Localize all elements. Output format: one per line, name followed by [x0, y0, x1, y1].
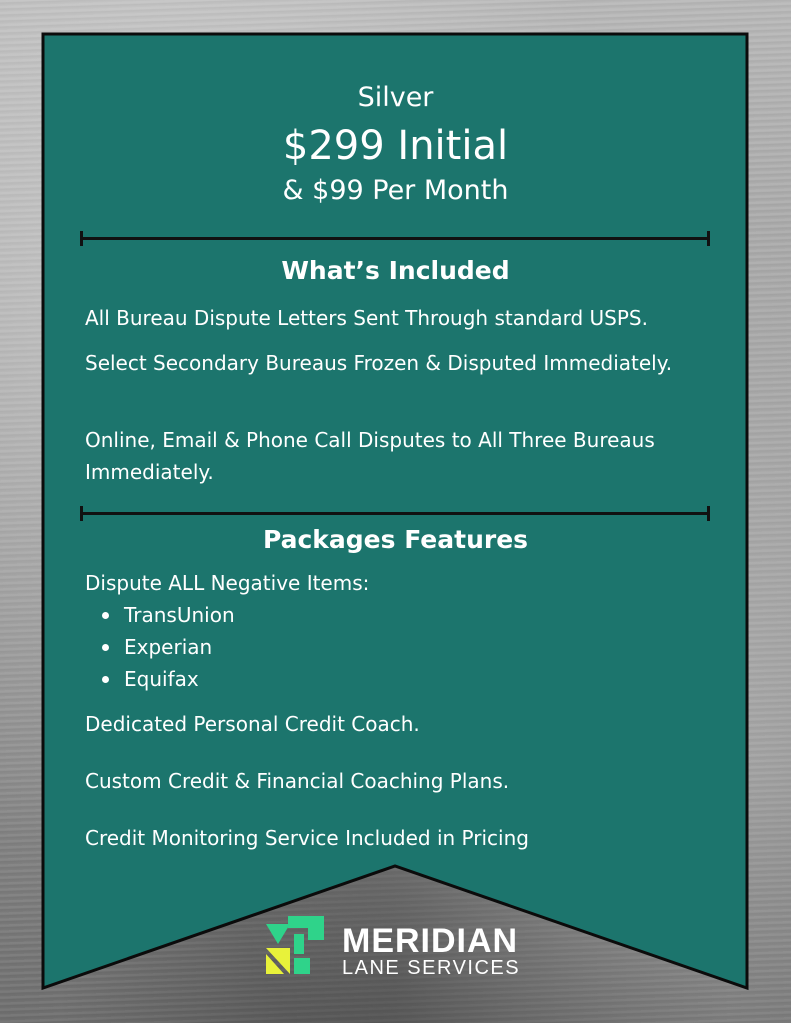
- feature-item-2: Custom Credit & Financial Coaching Plans.: [85, 769, 510, 793]
- bureau-list: [102, 599, 235, 695]
- feature-item-1: Dedicated Personal Credit Coach.: [85, 712, 420, 736]
- included-item-2: Select Secondary Bureaus Frozen & Disputed Immediately.: [85, 351, 673, 375]
- dispute-label: Dispute ALL Negative Items:: [85, 571, 370, 595]
- included-item-3: Online, Email & Phone Call Disputes to All Three Bureaus Immediately.: [85, 428, 655, 484]
- bureau-item-equifax: Equifax: [102, 663, 235, 695]
- logo-name: MERIDIAN: [342, 922, 519, 960]
- features-title: Packages Features: [262, 525, 529, 554]
- bureau-item-transunion: TransUnion: [102, 599, 235, 631]
- divider-top: [80, 237, 710, 240]
- feature-item-3: Credit Monitoring Service Included in Pricing: [85, 826, 529, 850]
- meridian-logo-icon: [264, 914, 328, 978]
- plan-tier: Silver: [357, 82, 434, 113]
- plan-price: $299 Initial: [282, 123, 509, 169]
- bureau-item-experian: Experian: [102, 631, 235, 663]
- included-title: What’s Included: [281, 256, 510, 285]
- plan-monthly: & $99 Per Month: [282, 175, 509, 206]
- divider-middle: [80, 512, 710, 515]
- included-item-1: All Bureau Dispute Letters Sent Through standard USPS.: [85, 306, 648, 330]
- logo-subtitle: LANE SERVICES: [342, 957, 521, 979]
